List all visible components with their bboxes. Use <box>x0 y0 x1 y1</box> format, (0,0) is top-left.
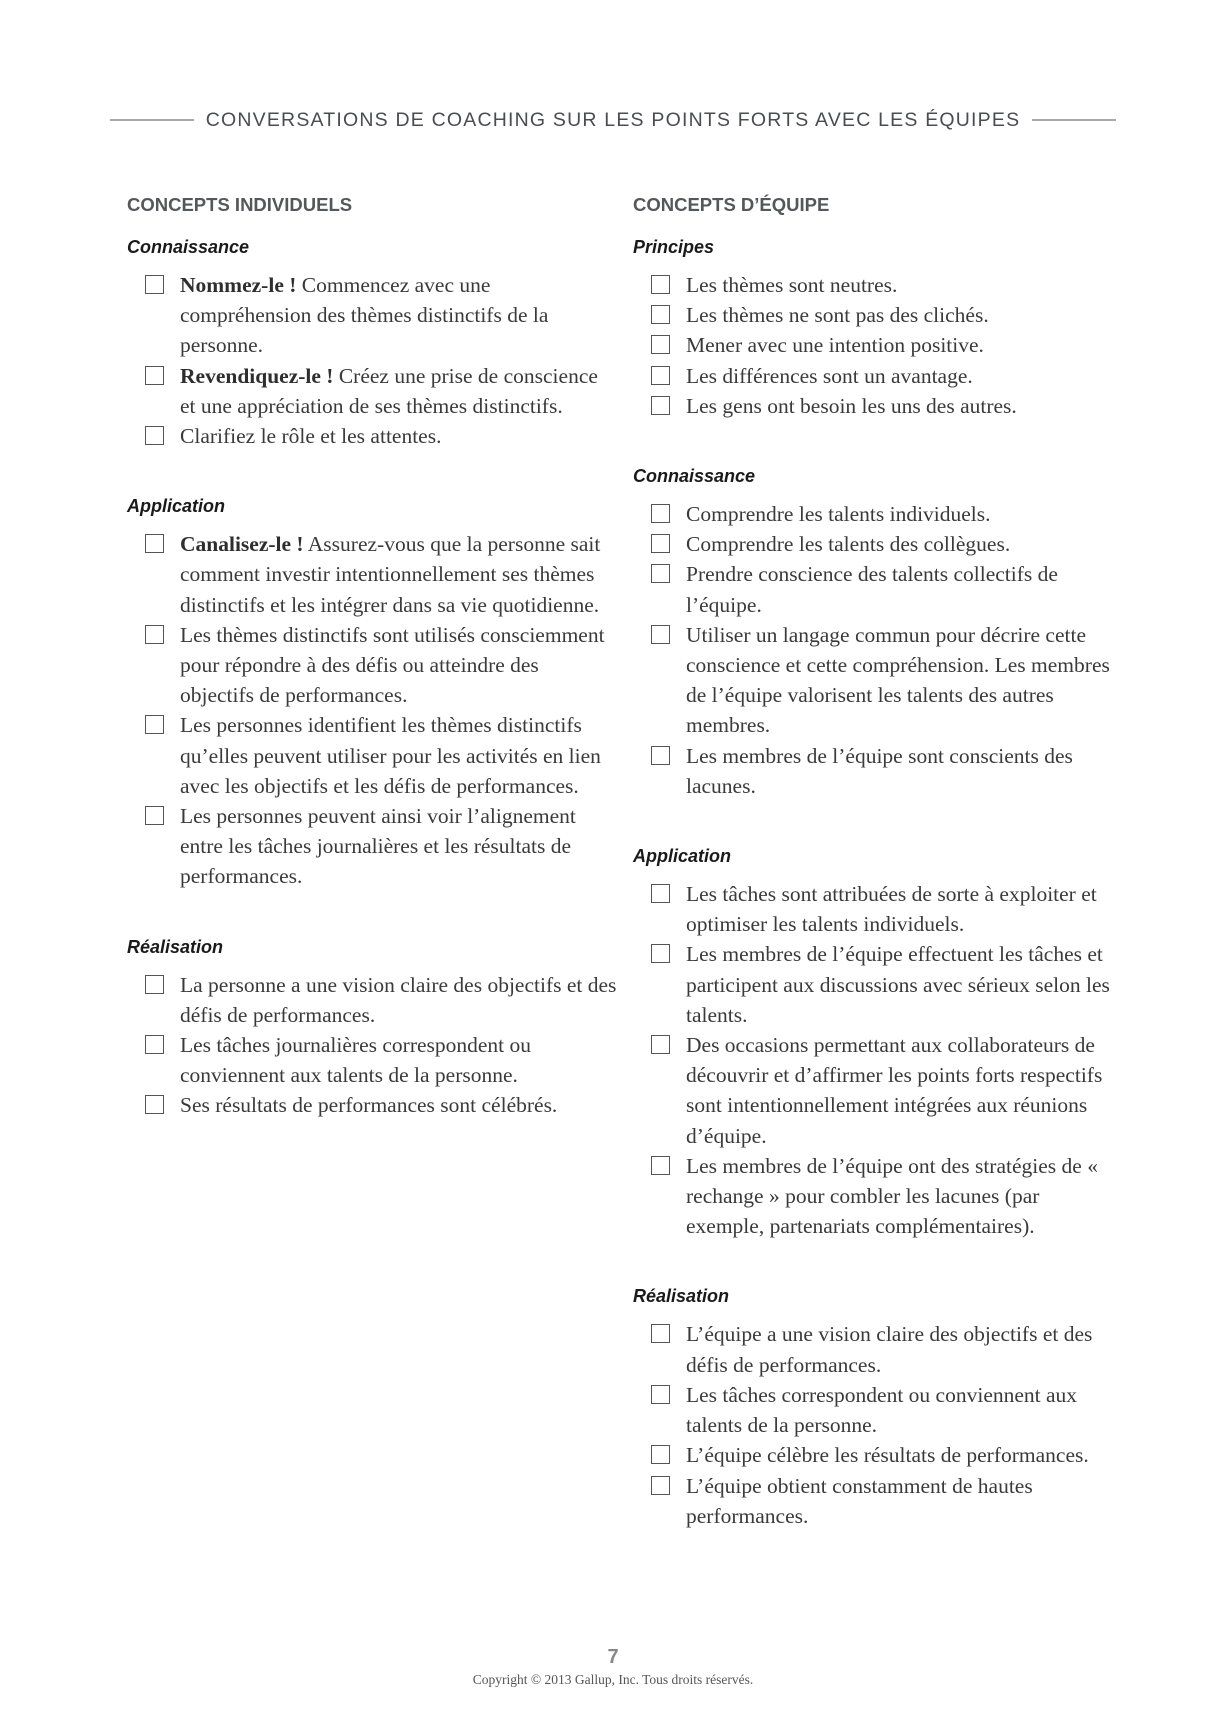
header-rule-left <box>110 119 194 121</box>
checklist-realisation <box>127 970 617 1121</box>
section-heading-team-connaissance: Connaissance <box>633 466 756 487</box>
checkbox[interactable] <box>651 335 670 354</box>
checkbox[interactable] <box>651 396 670 415</box>
list-item <box>651 1380 1113 1440</box>
checkbox[interactable] <box>651 746 670 765</box>
list-item <box>145 529 617 620</box>
checkbox[interactable] <box>145 715 164 734</box>
checkbox[interactable] <box>651 1385 670 1404</box>
list-item <box>651 300 1113 330</box>
item-text: L’équipe obtient constamment de hautes performances. <box>686 1473 1033 1528</box>
list-item <box>651 391 1113 421</box>
item-text: La personne a une vision claire des objectifs et des défis de performances. <box>180 972 617 1027</box>
checkbox[interactable] <box>651 884 670 903</box>
list-item <box>145 1090 617 1120</box>
list-item <box>651 1151 1113 1242</box>
section-heading-principes: Principes <box>633 237 715 257</box>
list-item <box>651 1471 1113 1531</box>
item-text: Les gens ont besoin les uns des autres. <box>686 393 1017 418</box>
item-text: Des occasions permettant aux collaborateurs de découvrir et d’affirmer les points forts respectifs sont intentionnellement intégrées aux réunions d’équipe. <box>686 1033 1103 1148</box>
list-item <box>651 1030 1113 1151</box>
item-text: Les membres de l’équipe effectuent les tâches et participent aux discussions avec sérieux selon les talents. <box>686 942 1110 1027</box>
checkbox[interactable] <box>651 504 670 523</box>
checkbox[interactable] <box>651 564 670 583</box>
list-item <box>651 741 1113 801</box>
item-text: Revendiquez-le ! Créez une prise de conscience et une appréciation de ses thèmes distinctifs. <box>180 363 598 418</box>
item-text: Mener avec une intention positive. <box>686 333 984 358</box>
list-item <box>145 710 617 801</box>
item-text: L’équipe a une vision claire des objectifs et des défis de performances. <box>686 1322 1093 1377</box>
team-concepts-column <box>633 192 1113 1531</box>
list-item <box>651 939 1113 1030</box>
item-text: Les thèmes distinctifs sont utilisés consciemment pour répondre à des défis ou atteindre des objectifs de performances. <box>180 622 605 708</box>
list-item <box>651 879 1113 939</box>
checkbox[interactable] <box>651 1324 670 1343</box>
checkbox[interactable] <box>145 1035 164 1054</box>
checklist-application <box>127 529 617 891</box>
checkbox[interactable] <box>145 625 164 644</box>
checklist-principes <box>633 270 1113 421</box>
item-text: L’équipe célèbre les résultats de performances. <box>686 1443 1089 1468</box>
list-item <box>145 970 617 1030</box>
page-title: CONVERSATIONS DE COACHING SUR LES POINTS FORTS AVEC LES ÉQUIPES <box>205 108 1021 131</box>
item-text: Les tâches correspondent ou conviennent aux talents de la personne. <box>686 1382 1078 1438</box>
list-item <box>651 529 1113 559</box>
checkbox[interactable] <box>651 366 670 385</box>
list-item <box>651 499 1113 529</box>
checkbox[interactable] <box>651 534 670 553</box>
checkbox[interactable] <box>145 534 164 553</box>
individual-concepts-column <box>127 192 617 1121</box>
checkbox[interactable] <box>651 1445 670 1464</box>
item-text: Utiliser un langage commun pour décrire cette conscience et cette compréhension. Les membres de l’équipe valorisent les talents des autres membres. <box>686 622 1110 738</box>
checkbox[interactable] <box>651 275 670 294</box>
checkbox[interactable] <box>651 1476 670 1495</box>
section-heading-application: Application <box>127 496 225 517</box>
list-item <box>651 559 1113 619</box>
item-text: Les tâches journalières correspondent ou conviennent aux talents de la personne. <box>180 1033 532 1088</box>
item-text: Canalisez-le ! Assurez-vous que la personne sait comment investir intentionnellement ses thèmes distinctifs et les intégrer dans sa vie quotidienne. <box>180 532 601 617</box>
list-item <box>651 620 1113 741</box>
page-header <box>110 106 1116 134</box>
item-text: Nommez-le ! Commencez avec une compréhension des thèmes distinctifs de la personne. <box>180 273 549 358</box>
checkbox[interactable] <box>145 366 164 385</box>
individual-concepts-heading: CONCEPTS INDIVIDUELS <box>127 194 353 215</box>
checklist-team-connaissance <box>633 499 1113 801</box>
checkbox[interactable] <box>651 1156 670 1175</box>
item-text: Les thèmes ne sont pas des clichés. <box>686 303 989 328</box>
item-text: Les membres de l’équipe ont des stratégies de « rechange » pour combler les lacunes (par exemple, partenariats complémentaires). <box>686 1153 1098 1239</box>
item-text: Les membres de l’équipe sont conscients des lacunes. <box>686 743 1073 798</box>
item-text: Comprendre les talents des collègues. <box>686 532 1011 557</box>
list-item <box>145 801 617 892</box>
list-item <box>145 620 617 711</box>
list-item <box>145 421 617 451</box>
checkbox[interactable] <box>145 975 164 994</box>
item-text: Clarifiez le rôle et les attentes. <box>180 424 442 449</box>
checkbox[interactable] <box>651 625 670 644</box>
item-text: Ses résultats de performances sont célébrés. <box>180 1093 558 1118</box>
section-heading-team-application: Application <box>633 846 731 867</box>
item-text: Les personnes identifient les thèmes distinctifs qu’elles peuvent utiliser pour les activités en lien avec les objectifs et les défis de performances. <box>180 713 601 798</box>
item-text: Les thèmes sont neutres. <box>686 273 898 297</box>
list-item <box>651 361 1113 391</box>
section-heading-connaissance: Connaissance <box>127 237 250 257</box>
checklist-connaissance <box>127 270 617 451</box>
list-item <box>145 1030 617 1090</box>
list-item <box>651 1440 1113 1470</box>
checkbox[interactable] <box>145 1095 164 1114</box>
copyright-notice: Copyright © 2013 Gallup, Inc. Tous droits réservés. <box>472 1672 754 1687</box>
page-number: 7 <box>607 1646 619 1668</box>
checkbox[interactable] <box>651 944 670 963</box>
team-concepts-heading: CONCEPTS D’ÉQUIPE <box>633 194 830 215</box>
checklist-team-realisation <box>633 1319 1113 1530</box>
list-item <box>651 1319 1113 1379</box>
section-heading-realisation: Réalisation <box>127 936 224 957</box>
list-item <box>145 270 617 361</box>
checkbox[interactable] <box>145 806 164 825</box>
item-text: Les différences sont un avantage. <box>686 363 973 388</box>
list-item <box>651 270 1113 300</box>
checkbox[interactable] <box>651 305 670 324</box>
checklist-team-application <box>633 879 1113 1241</box>
item-text: Les personnes peuvent ainsi voir l’alignement entre les tâches journalières et les résultats de performances. <box>180 804 576 889</box>
header-rule-right <box>1032 119 1116 121</box>
checkbox[interactable] <box>145 275 164 294</box>
list-item <box>145 361 617 421</box>
item-text: Comprendre les talents individuels. <box>686 502 991 527</box>
checkbox[interactable] <box>651 1035 670 1054</box>
section-heading-team-realisation: Réalisation <box>633 1286 730 1307</box>
list-item <box>651 330 1113 360</box>
item-text: Prendre conscience des talents collectifs de l’équipe. <box>686 562 1058 617</box>
checkbox[interactable] <box>145 426 164 445</box>
item-text: Les tâches sont attribuées de sorte à exploiter et optimiser les talents individuels. <box>686 882 1097 937</box>
